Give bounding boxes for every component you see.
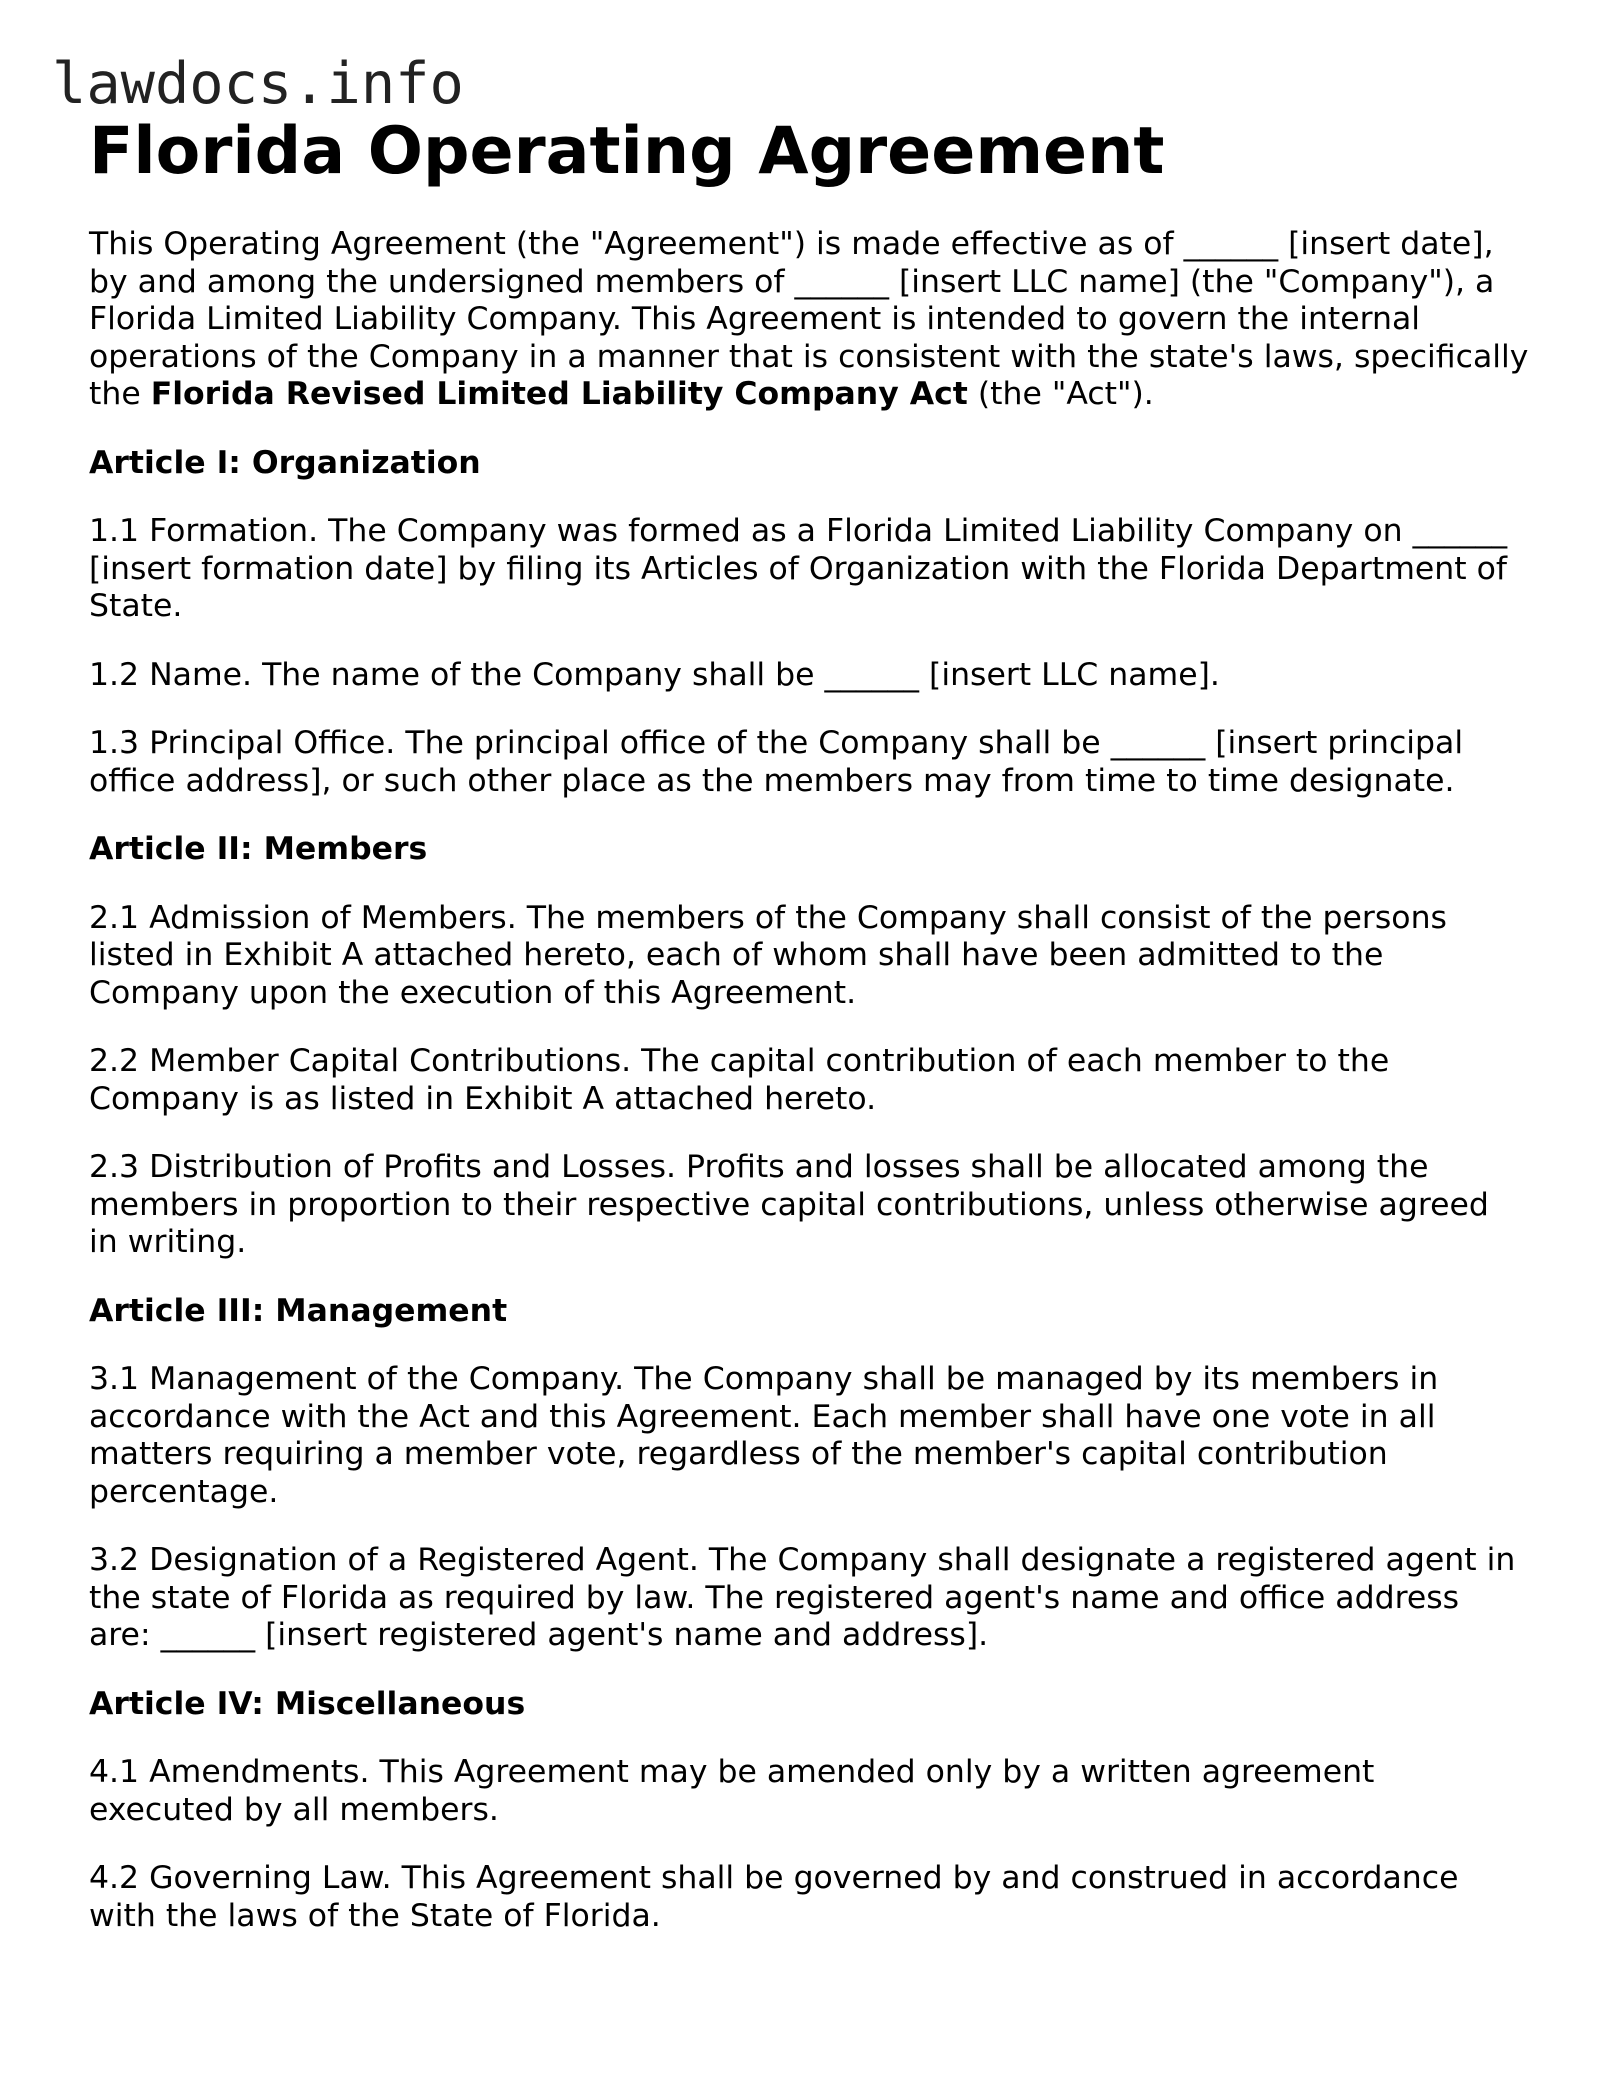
intro-line: This Operating Agreement (the "Agreement") is made effective as of ______ [insert date],: [89, 226, 1494, 262]
intro-line: Florida Limited Liability Company. This Agreement is intended to govern the internal: [89, 301, 1421, 337]
section-paragraph: [89, 1542, 1529, 1655]
section-line: 1.2 Name. The name of the Company shall be ______ [insert LLC name].: [89, 656, 1220, 693]
section-line: 1.1 Formation. The Company was formed as a Florida Limited Liability Company on ______: [89, 513, 1508, 549]
section-line: 4.2 Governing Law. This Agreement shall be governed by and construed in accordance: [89, 1860, 1459, 1896]
section-line: 2.3 Distribution of Profits and Losses. Profits and losses shall be allocated among the: [89, 1149, 1429, 1185]
intro-line: operations of the Company in a manner that is consistent with the state's laws, specifically: [89, 338, 1529, 375]
section-line: matters requiring a member vote, regardless of the member's capital contribution: [89, 1436, 1388, 1472]
section-line: accordance with the Act and this Agreement. Each member shall have one vote in all: [89, 1398, 1436, 1435]
section-line: State.: [89, 588, 183, 624]
article-heading: Article II: Members: [89, 831, 428, 867]
section-line: office address], or such other place as the members may from time to time designate.: [89, 762, 1455, 799]
section-line: Company is as listed in Exhibit A attached hereto.: [89, 1080, 877, 1117]
section-line: 3.1 Management of the Company. The Company shall be managed by its members in: [89, 1361, 1439, 1397]
articles: [89, 445, 1529, 1936]
section-line: members in proportion to their respective capital contributions, unless otherwise agreed: [89, 1186, 1489, 1223]
intro-paragraph: [89, 226, 1529, 414]
section-line: with the laws of the State of Florida.: [89, 1897, 661, 1934]
section-paragraph: [89, 1043, 1529, 1118]
section-line: 1.3 Principal Office. The principal office of the Company shall be ______ [insert principal: [89, 725, 1464, 761]
section-paragraph: [89, 1754, 1529, 1829]
section-line: Company upon the execution of this Agreement.: [89, 974, 857, 1011]
section-line: percentage.: [89, 1473, 279, 1510]
document: [89, 108, 1529, 1966]
document-title: Florida Operating Agreement: [89, 114, 1165, 189]
section-paragraph: [89, 1361, 1529, 1511]
intro-line: [89, 376, 1529, 414]
section-line: [insert formation date] by filing its Articles of Organization with the Florida Department of: [89, 550, 1507, 587]
section-line: 2.1 Admission of Members. The members of the Company shall consist of the persons: [89, 899, 1447, 936]
section-line: the state of Florida as required by law. The registered agent's name and office address: [89, 1579, 1460, 1616]
intro-last-suffix: (the "Act").: [967, 376, 1154, 412]
intro-last-prefix: the: [89, 376, 151, 412]
section-line: executed by all members.: [89, 1791, 499, 1828]
section-paragraph: [89, 900, 1529, 1013]
section-paragraph: [89, 657, 1529, 695]
site-brand: lawdocs.info: [52, 51, 464, 117]
section-paragraph: [89, 725, 1529, 800]
act-name: Florida Revised Limited Liability Company Act: [150, 376, 968, 412]
section-line: in writing.: [89, 1224, 247, 1260]
section-line: 3.2 Designation of a Registered Agent. The Company shall designate a registered agent in: [89, 1542, 1516, 1578]
section-paragraph: [89, 1149, 1529, 1262]
section-line: listed in Exhibit A attached hereto, each of whom shall have been admitted to the: [89, 937, 1384, 973]
section-line: 4.1 Amendments. This Agreement may be amended only by a written agreement: [89, 1754, 1375, 1790]
intro-line: by and among the undersigned members of ______ [insert LLC name] (the "Company"), a: [89, 263, 1495, 300]
section-line: 2.2 Member Capital Contributions. The capital contribution of each member to the: [89, 1043, 1390, 1079]
article-heading: Article I: Organization: [89, 444, 481, 481]
article-heading: Article III: Management: [89, 1292, 508, 1329]
section-paragraph: [89, 1860, 1529, 1935]
section-paragraph: [89, 513, 1529, 626]
section-line: are: ______ [insert registered agent's name and address].: [89, 1617, 989, 1653]
article-heading: Article IV: Miscellaneous: [89, 1685, 526, 1722]
